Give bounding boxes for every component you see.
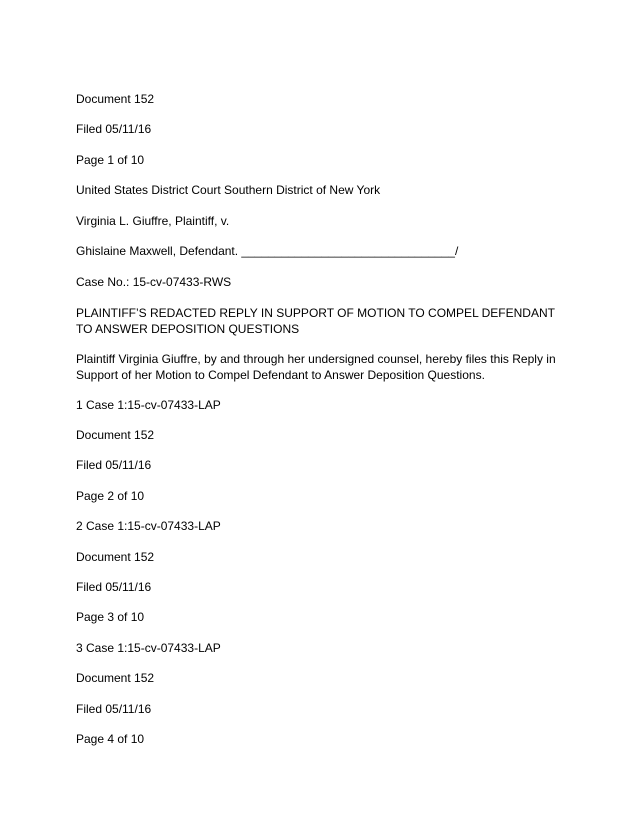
filed-date: Filed 05/11/16 [76, 702, 152, 716]
document-number: Document 152 [76, 550, 155, 564]
document-number: Document 152 [76, 428, 155, 442]
document-title: PLAINTIFF’S REDACTED REPLY IN SUPPORT OF MOTION TO COMPEL DEFENDANT TO ANSWER DEPOSITION QUESTIONS [76, 306, 555, 336]
filed-date: Filed 05/11/16 [76, 458, 152, 472]
page-number: Page 4 of 10 [76, 732, 145, 746]
defendant-line: Ghislaine Maxwell, Defendant. ________________________________/ [76, 244, 459, 258]
case-number: Case No.: 15-cv-07433-RWS [76, 275, 232, 289]
document-number: Document 152 [76, 671, 155, 685]
page-number: Page 1 of 10 [76, 153, 145, 167]
filed-date: Filed 05/11/16 [76, 580, 152, 594]
intro-paragraph: Plaintiff Virginia Giuffre, by and through her undersigned counsel, hereby files this Reply in Support of her Motion to Compel Defendant to Answer Deposition Questions. [76, 352, 556, 382]
page-footer-case: 1 Case 1:15-cv-07433-LAP [76, 398, 221, 412]
page-footer-case: 3 Case 1:15-cv-07433-LAP [76, 641, 221, 655]
page-number: Page 3 of 10 [76, 610, 145, 624]
page-footer-case: 2 Case 1:15-cv-07433-LAP [76, 519, 221, 533]
court-name: United States District Court Southern District of New York [76, 183, 381, 197]
filed-date: Filed 05/11/16 [76, 122, 152, 136]
plaintiff-line: Virginia L. Giuffre, Plaintiff, v. [76, 214, 230, 228]
document-number: Document 152 [76, 92, 155, 106]
page-number: Page 2 of 10 [76, 489, 145, 503]
